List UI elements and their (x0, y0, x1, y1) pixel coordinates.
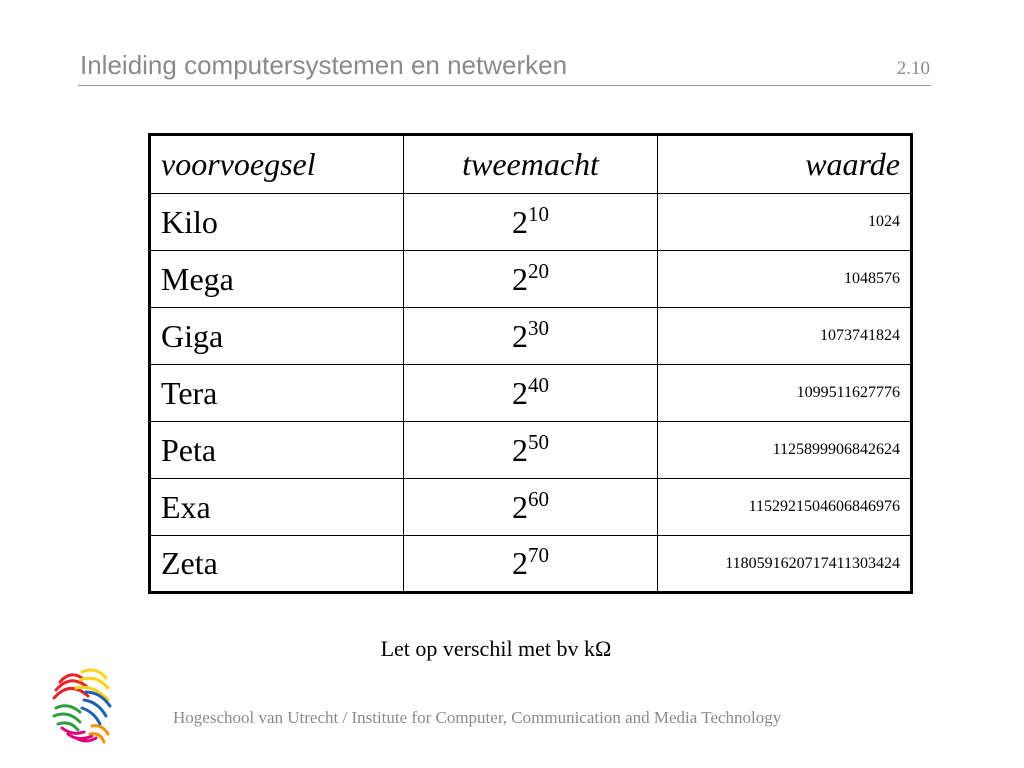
power-base: 2 (512, 203, 528, 240)
power-exponent: 20 (528, 258, 549, 283)
power-base: 2 (512, 374, 528, 411)
fingerprint-logo-icon (46, 662, 122, 746)
column-header-prefix: voorvoegsel (150, 135, 404, 194)
slide-number: 2.10 (896, 58, 930, 79)
power-exponent: 60 (528, 486, 549, 511)
prefix-cell: Exa (150, 479, 404, 536)
binary-prefix-table (148, 133, 913, 594)
power-exponent: 70 (528, 543, 549, 567)
power-base: 2 (512, 431, 528, 468)
value-cell: 1048576 (658, 251, 912, 308)
table-row (150, 308, 912, 365)
table-row (150, 194, 912, 251)
power-cell (404, 422, 658, 479)
prefix-cell: Tera (150, 365, 404, 422)
prefix-cell: Zeta (150, 536, 404, 593)
slide-title: Inleiding computersystemen en netwerken (80, 50, 568, 80)
power-cell (404, 365, 658, 422)
value-cell: 1180591620717411303424 (658, 536, 912, 593)
power-base: 2 (512, 488, 528, 525)
power-exponent: 30 (528, 315, 549, 340)
power-exponent: 40 (528, 372, 549, 397)
prefix-cell: Kilo (150, 194, 404, 251)
power-cell (404, 479, 658, 536)
prefix-cell: Mega (150, 251, 404, 308)
prefix-cell: Peta (150, 422, 404, 479)
table-header-row (150, 135, 912, 194)
table-row (150, 536, 912, 593)
power-cell (404, 194, 658, 251)
power-cell (404, 251, 658, 308)
power-cell (404, 536, 658, 593)
value-cell: 1152921504606846976 (658, 479, 912, 536)
power-exponent: 10 (528, 201, 549, 226)
power-base: 2 (512, 545, 528, 581)
power-exponent: 50 (528, 429, 549, 454)
footnote-text: Let op verschil met bv kΩ (380, 636, 612, 661)
power-base: 2 (512, 260, 528, 297)
prefix-cell: Giga (150, 308, 404, 365)
value-cell: 1024 (658, 194, 912, 251)
table-row (150, 251, 912, 308)
power-cell (404, 308, 658, 365)
column-header-value: waarde (658, 135, 912, 194)
title-divider (78, 85, 931, 86)
table-row (150, 479, 912, 536)
table-row (150, 365, 912, 422)
footer-institution: Hogeschool van Utrecht / Institute for Computer, Communication and Media Technology (173, 708, 782, 727)
value-cell: 1099511627776 (658, 365, 912, 422)
table-row (150, 422, 912, 479)
column-header-power: tweemacht (404, 135, 658, 194)
value-cell: 1125899906842624 (658, 422, 912, 479)
power-base: 2 (512, 317, 528, 354)
value-cell: 1073741824 (658, 308, 912, 365)
